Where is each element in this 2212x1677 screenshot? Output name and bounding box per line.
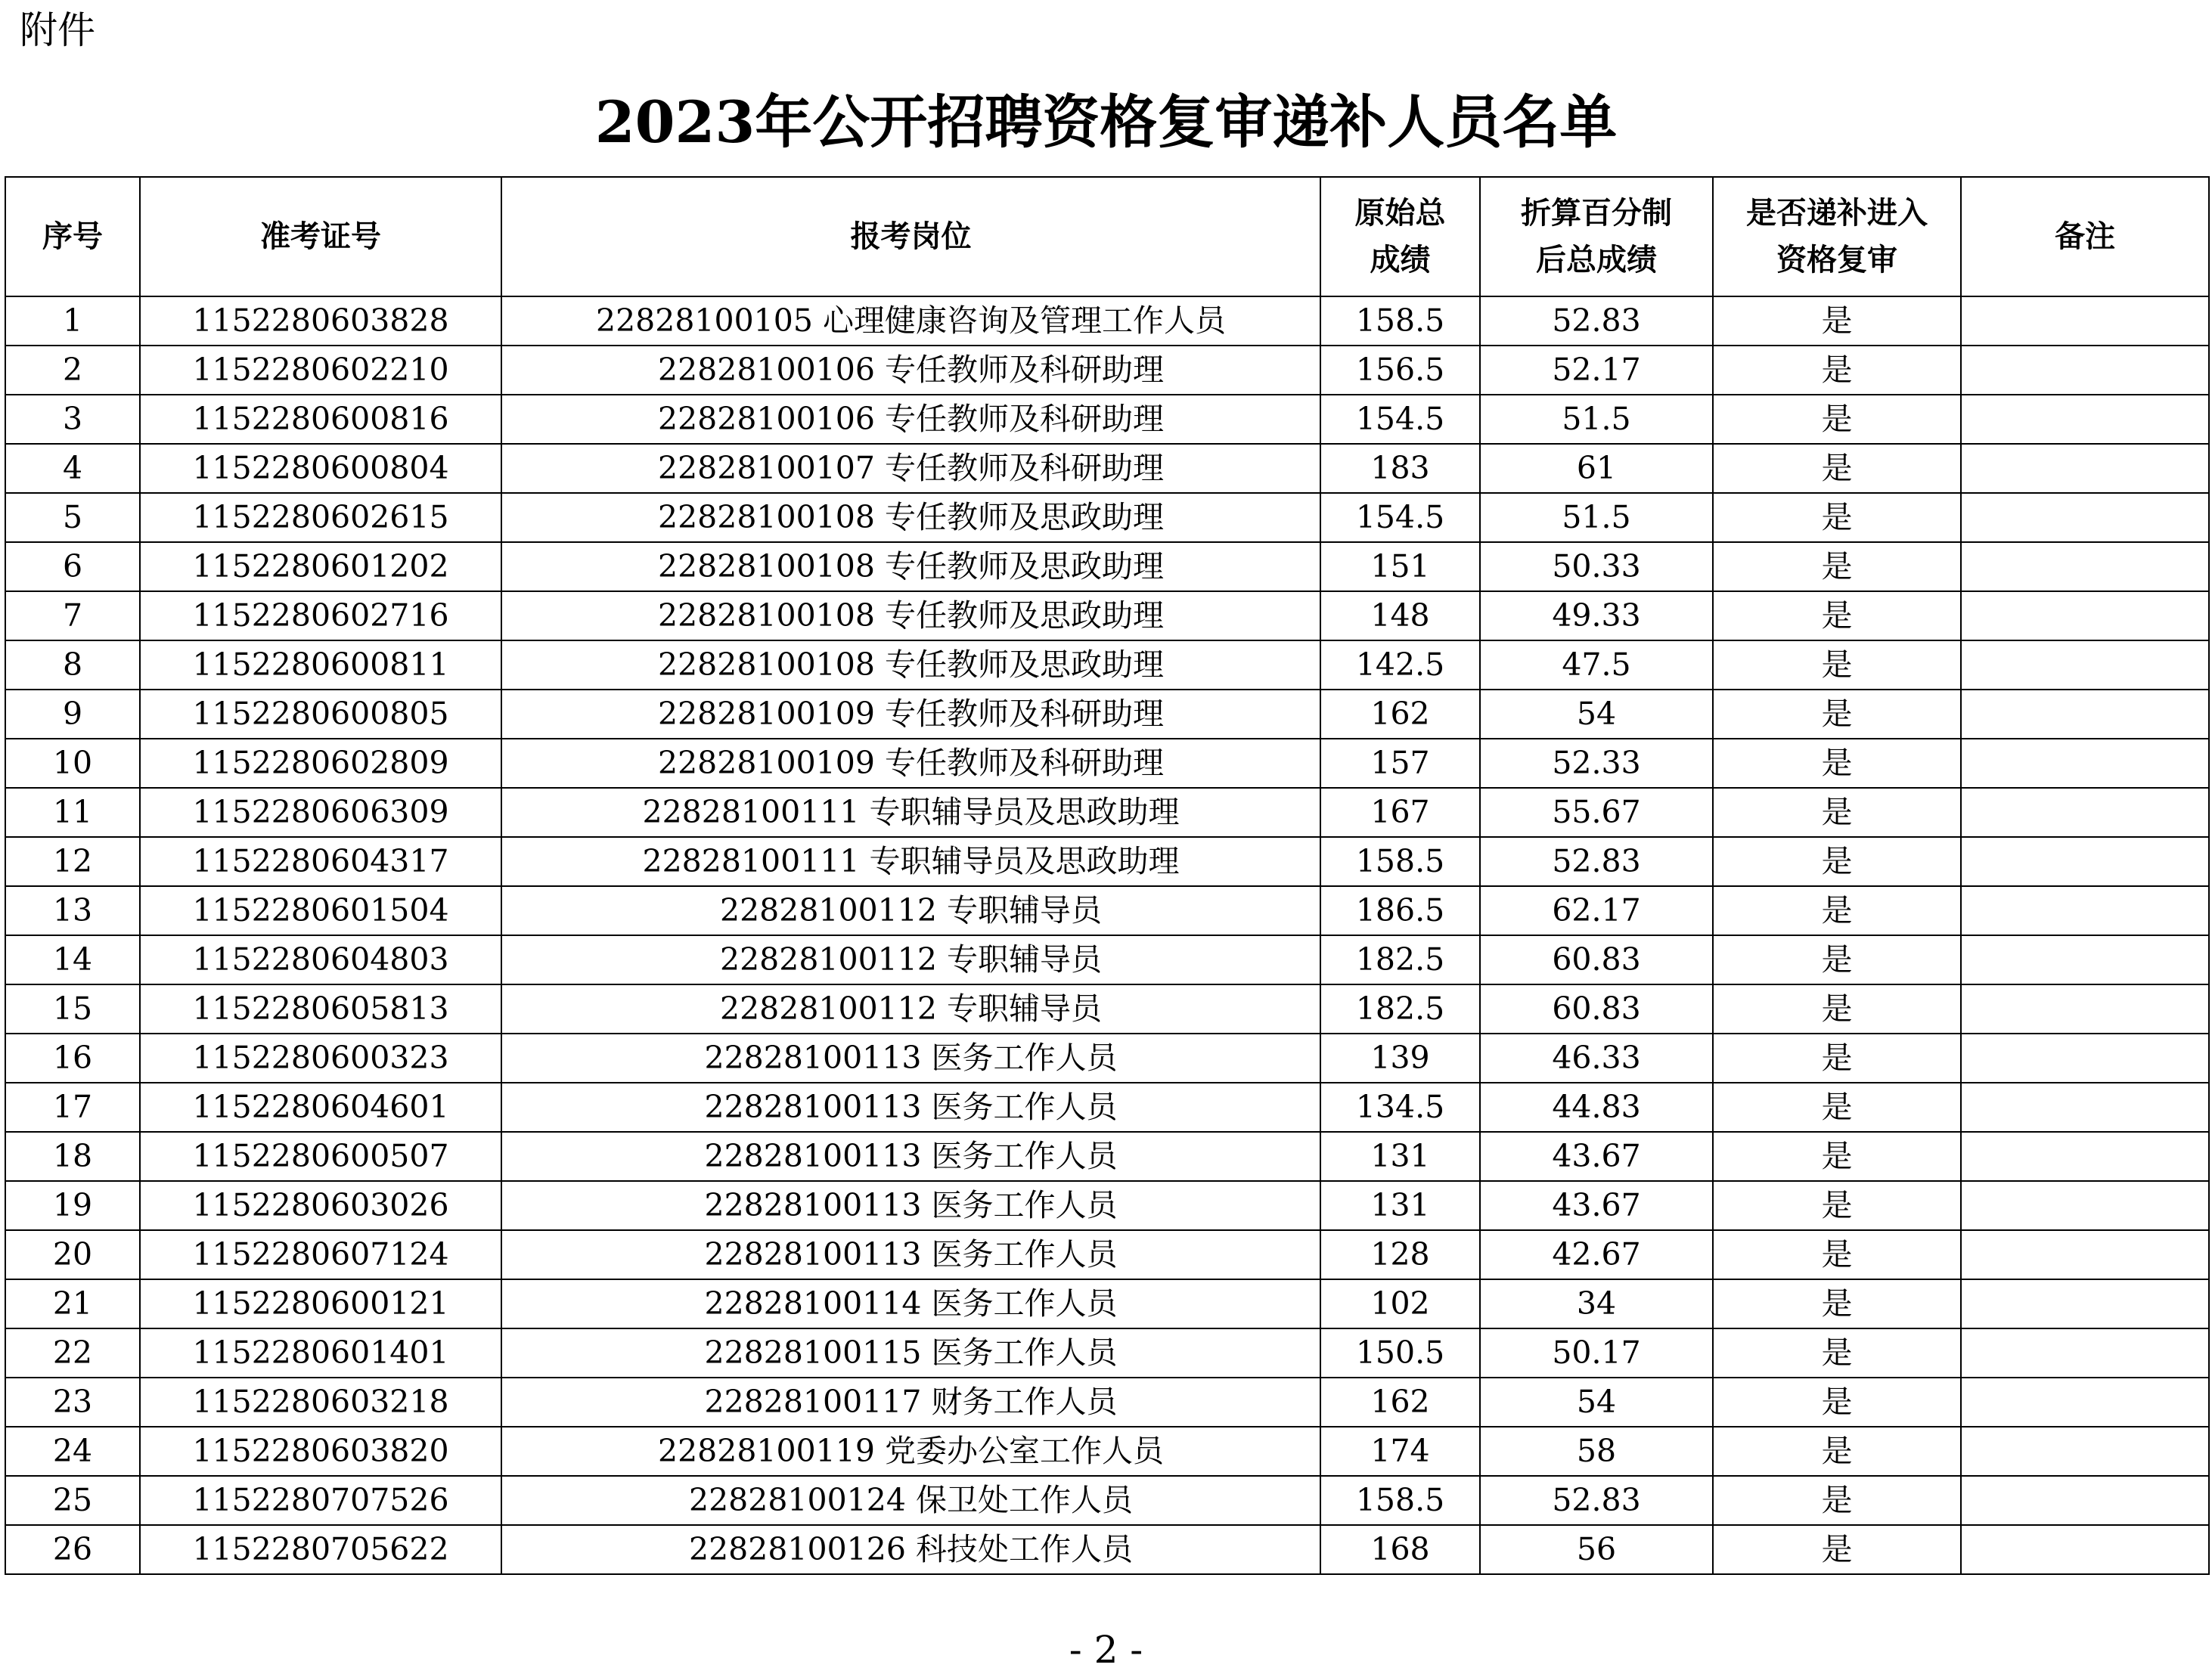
cell-raw-score: 167 [1320, 788, 1480, 837]
cell-exam-id: 1152280601202 [140, 542, 501, 591]
table-row [5, 395, 2209, 444]
cell-converted-score: 44.83 [1480, 1083, 1713, 1132]
cell-seq: 20 [5, 1230, 140, 1279]
cell-position: 22828100112 专职辅导员 [501, 886, 1320, 935]
cell-seq: 3 [5, 395, 140, 444]
cell-exam-id: 1152280606309 [140, 788, 501, 837]
cell-remark [1961, 1476, 2209, 1525]
cell-exam-id: 1152280601504 [140, 886, 501, 935]
table-row [5, 935, 2209, 984]
cell-remark [1961, 591, 2209, 640]
cell-converted-score: 46.33 [1480, 1034, 1713, 1083]
cell-exam-id: 1152280602809 [140, 739, 501, 788]
cell-seq: 19 [5, 1181, 140, 1230]
cell-remark [1961, 296, 2209, 346]
cell-qualified: 是 [1713, 493, 1961, 542]
cell-exam-id: 1152280705622 [140, 1525, 501, 1574]
cell-converted-score: 52.83 [1480, 837, 1713, 886]
cell-seq: 26 [5, 1525, 140, 1574]
table-row [5, 1427, 2209, 1476]
cell-seq: 8 [5, 640, 140, 690]
cell-seq: 14 [5, 935, 140, 984]
cell-remark [1961, 493, 2209, 542]
cell-remark [1961, 444, 2209, 493]
cell-exam-id: 1152280603828 [140, 296, 501, 346]
table-row [5, 1132, 2209, 1181]
cell-exam-id: 1152280603218 [140, 1378, 501, 1427]
header-raw-score [1320, 177, 1480, 296]
cell-position: 22828100113 医务工作人员 [501, 1181, 1320, 1230]
table-row [5, 542, 2209, 591]
header-converted-line1: 折算百分制 [1521, 196, 1672, 231]
cell-seq: 25 [5, 1476, 140, 1525]
cell-remark [1961, 690, 2209, 739]
cell-position: 22828100109 专任教师及科研助理 [501, 690, 1320, 739]
cell-qualified: 是 [1713, 591, 1961, 640]
cell-qualified: 是 [1713, 984, 1961, 1034]
table-row [5, 1476, 2209, 1525]
header-converted-line2: 后总成绩 [1536, 243, 1657, 277]
cell-exam-id: 1152280600805 [140, 690, 501, 739]
cell-seq: 24 [5, 1427, 140, 1476]
cell-raw-score: 142.5 [1320, 640, 1480, 690]
cell-remark [1961, 1083, 2209, 1132]
cell-qualified: 是 [1713, 886, 1961, 935]
cell-seq: 1 [5, 296, 140, 346]
cell-raw-score: 131 [1320, 1181, 1480, 1230]
cell-exam-id: 1152280602716 [140, 591, 501, 640]
cell-seq: 13 [5, 886, 140, 935]
cell-seq: 10 [5, 739, 140, 788]
cell-position: 22828100106 专任教师及科研助理 [501, 346, 1320, 395]
cell-converted-score: 55.67 [1480, 788, 1713, 837]
cell-seq: 6 [5, 542, 140, 591]
cell-raw-score: 158.5 [1320, 1476, 1480, 1525]
cell-exam-id: 1152280600323 [140, 1034, 501, 1083]
cell-raw-score: 128 [1320, 1230, 1480, 1279]
cell-remark [1961, 1279, 2209, 1328]
cell-exam-id: 1152280600121 [140, 1279, 501, 1328]
cell-exam-id: 1152280600507 [140, 1132, 501, 1181]
header-exam-id: 准考证号 [140, 177, 501, 296]
cell-exam-id: 1152280605813 [140, 984, 501, 1034]
header-position: 报考岗位 [501, 177, 1320, 296]
table-row [5, 1328, 2209, 1378]
cell-raw-score: 156.5 [1320, 346, 1480, 395]
table-body [5, 296, 2209, 1574]
cell-exam-id: 1152280602210 [140, 346, 501, 395]
cell-qualified: 是 [1713, 444, 1961, 493]
cell-seq: 22 [5, 1328, 140, 1378]
table-row [5, 1083, 2209, 1132]
cell-position: 22828100126 科技处工作人员 [501, 1525, 1320, 1574]
cell-seq: 5 [5, 493, 140, 542]
cell-position: 22828100112 专职辅导员 [501, 984, 1320, 1034]
table-row [5, 1181, 2209, 1230]
cell-raw-score: 102 [1320, 1279, 1480, 1328]
cell-exam-id: 1152280607124 [140, 1230, 501, 1279]
page-number: - 2 - [1069, 1628, 1143, 1672]
cell-remark [1961, 739, 2209, 788]
cell-position: 22828100113 医务工作人员 [501, 1230, 1320, 1279]
cell-qualified: 是 [1713, 1181, 1961, 1230]
cell-qualified: 是 [1713, 1476, 1961, 1525]
cell-raw-score: 162 [1320, 690, 1480, 739]
cell-converted-score: 60.83 [1480, 935, 1713, 984]
cell-qualified: 是 [1713, 1083, 1961, 1132]
header-remarks: 备注 [1961, 177, 2209, 296]
cell-exam-id: 1152280600804 [140, 444, 501, 493]
cell-raw-score: 174 [1320, 1427, 1480, 1476]
cell-remark [1961, 1181, 2209, 1230]
cell-remark [1961, 640, 2209, 690]
cell-qualified: 是 [1713, 1378, 1961, 1427]
cell-exam-id: 1152280604317 [140, 837, 501, 886]
cell-remark [1961, 1525, 2209, 1574]
cell-remark [1961, 837, 2209, 886]
cell-qualified: 是 [1713, 1230, 1961, 1279]
cell-qualified: 是 [1713, 837, 1961, 886]
header-raw-score-line2: 成绩 [1370, 243, 1431, 277]
cell-seq: 18 [5, 1132, 140, 1181]
cell-seq: 15 [5, 984, 140, 1034]
cell-remark [1961, 1378, 2209, 1427]
cell-converted-score: 49.33 [1480, 591, 1713, 640]
attachment-label: 附件 [20, 8, 95, 52]
table-row [5, 788, 2209, 837]
cell-seq: 2 [5, 346, 140, 395]
cell-remark [1961, 984, 2209, 1034]
cell-position: 22828100124 保卫处工作人员 [501, 1476, 1320, 1525]
cell-position: 22828100111 专职辅导员及思政助理 [501, 837, 1320, 886]
header-raw-score-line1: 原始总 [1354, 196, 1446, 231]
cell-raw-score: 154.5 [1320, 395, 1480, 444]
cell-converted-score: 58 [1480, 1427, 1713, 1476]
cell-position: 22828100108 专任教师及思政助理 [501, 542, 1320, 591]
cell-raw-score: 183 [1320, 444, 1480, 493]
cell-converted-score: 61 [1480, 444, 1713, 493]
table-row [5, 837, 2209, 886]
header-qualified-line2: 资格复审 [1776, 243, 1897, 277]
cell-qualified: 是 [1713, 1279, 1961, 1328]
cell-qualified: 是 [1713, 1034, 1961, 1083]
cell-converted-score: 43.67 [1480, 1181, 1713, 1230]
cell-position: 22828100113 医务工作人员 [501, 1083, 1320, 1132]
cell-qualified: 是 [1713, 739, 1961, 788]
cell-exam-id: 1152280601401 [140, 1328, 501, 1378]
cell-converted-score: 56 [1480, 1525, 1713, 1574]
cell-raw-score: 158.5 [1320, 837, 1480, 886]
cell-remark [1961, 1132, 2209, 1181]
cell-converted-score: 60.83 [1480, 984, 1713, 1034]
cell-position: 22828100113 医务工作人员 [501, 1034, 1320, 1083]
cell-exam-id: 1152280600811 [140, 640, 501, 690]
table-row [5, 444, 2209, 493]
cell-position: 22828100111 专职辅导员及思政助理 [501, 788, 1320, 837]
cell-raw-score: 139 [1320, 1034, 1480, 1083]
cell-converted-score: 52.33 [1480, 739, 1713, 788]
cell-exam-id: 1152280604601 [140, 1083, 501, 1132]
cell-position: 22828100114 医务工作人员 [501, 1279, 1320, 1328]
cell-remark [1961, 935, 2209, 984]
cell-qualified: 是 [1713, 395, 1961, 444]
cell-converted-score: 62.17 [1480, 886, 1713, 935]
cell-converted-score: 43.67 [1480, 1132, 1713, 1181]
table-row [5, 984, 2209, 1034]
cell-exam-id: 1152280602615 [140, 493, 501, 542]
cell-raw-score: 157 [1320, 739, 1480, 788]
cell-seq: 17 [5, 1083, 140, 1132]
cell-qualified: 是 [1713, 296, 1961, 346]
cell-converted-score: 42.67 [1480, 1230, 1713, 1279]
cell-raw-score: 182.5 [1320, 935, 1480, 984]
cell-position: 22828100115 医务工作人员 [501, 1328, 1320, 1378]
cell-seq: 12 [5, 837, 140, 886]
cell-qualified: 是 [1713, 935, 1961, 984]
table-row [5, 886, 2209, 935]
cell-remark [1961, 542, 2209, 591]
header-seq: 序号 [5, 177, 140, 296]
cell-remark [1961, 788, 2209, 837]
header-converted-score [1480, 177, 1713, 296]
cell-converted-score: 52.83 [1480, 1476, 1713, 1525]
cell-remark [1961, 346, 2209, 395]
cell-position: 22828100106 专任教师及科研助理 [501, 395, 1320, 444]
cell-position: 22828100112 专职辅导员 [501, 935, 1320, 984]
cell-qualified: 是 [1713, 690, 1961, 739]
table-row [5, 1034, 2209, 1083]
cell-remark [1961, 886, 2209, 935]
cell-position: 22828100117 财务工作人员 [501, 1378, 1320, 1427]
cell-converted-score: 34 [1480, 1279, 1713, 1328]
header-qualified [1713, 177, 1961, 296]
table-row [5, 346, 2209, 395]
cell-converted-score: 47.5 [1480, 640, 1713, 690]
cell-position: 22828100109 专任教师及科研助理 [501, 739, 1320, 788]
cell-qualified: 是 [1713, 1132, 1961, 1181]
cell-seq: 21 [5, 1279, 140, 1328]
table-row [5, 591, 2209, 640]
table-row [5, 1378, 2209, 1427]
cell-seq: 9 [5, 690, 140, 739]
cell-qualified: 是 [1713, 788, 1961, 837]
cell-raw-score: 186.5 [1320, 886, 1480, 935]
cell-converted-score: 50.17 [1480, 1328, 1713, 1378]
cell-converted-score: 50.33 [1480, 542, 1713, 591]
cell-remark [1961, 1230, 2209, 1279]
table-row [5, 690, 2209, 739]
cell-raw-score: 154.5 [1320, 493, 1480, 542]
cell-position: 22828100108 专任教师及思政助理 [501, 493, 1320, 542]
cell-converted-score: 52.83 [1480, 296, 1713, 346]
cell-raw-score: 150.5 [1320, 1328, 1480, 1378]
cell-seq: 11 [5, 788, 140, 837]
cell-qualified: 是 [1713, 1328, 1961, 1378]
cell-raw-score: 158.5 [1320, 296, 1480, 346]
table-header-row [5, 177, 2209, 296]
cell-converted-score: 51.5 [1480, 493, 1713, 542]
cell-exam-id: 1152280600816 [140, 395, 501, 444]
cell-seq: 16 [5, 1034, 140, 1083]
cell-qualified: 是 [1713, 346, 1961, 395]
cell-seq: 4 [5, 444, 140, 493]
cell-remark [1961, 1328, 2209, 1378]
cell-exam-id: 1152280603820 [140, 1427, 501, 1476]
cell-converted-score: 52.17 [1480, 346, 1713, 395]
cell-position: 22828100107 专任教师及科研助理 [501, 444, 1320, 493]
table-row [5, 1525, 2209, 1574]
cell-converted-score: 51.5 [1480, 395, 1713, 444]
cell-qualified: 是 [1713, 1525, 1961, 1574]
cell-seq: 7 [5, 591, 140, 640]
cell-exam-id: 1152280603026 [140, 1181, 501, 1230]
cell-exam-id: 1152280707526 [140, 1476, 501, 1525]
table-row [5, 739, 2209, 788]
table-row [5, 493, 2209, 542]
cell-raw-score: 168 [1320, 1525, 1480, 1574]
cell-raw-score: 182.5 [1320, 984, 1480, 1034]
cell-remark [1961, 1427, 2209, 1476]
cell-position: 22828100119 党委办公室工作人员 [501, 1427, 1320, 1476]
cell-raw-score: 134.5 [1320, 1083, 1480, 1132]
cell-qualified: 是 [1713, 1427, 1961, 1476]
cell-position: 22828100108 专任教师及思政助理 [501, 591, 1320, 640]
cell-raw-score: 131 [1320, 1132, 1480, 1181]
document-title: 2023年公开招聘资格复审递补人员名单 [594, 88, 1618, 156]
cell-exam-id: 1152280604803 [140, 935, 501, 984]
cell-raw-score: 151 [1320, 542, 1480, 591]
cell-converted-score: 54 [1480, 1378, 1713, 1427]
table-row [5, 296, 2209, 346]
cell-position: 22828100108 专任教师及思政助理 [501, 640, 1320, 690]
cell-seq: 23 [5, 1378, 140, 1427]
cell-position: 22828100105 心理健康咨询及管理工作人员 [501, 296, 1320, 346]
cell-converted-score: 54 [1480, 690, 1713, 739]
cell-qualified: 是 [1713, 542, 1961, 591]
header-qualified-line1: 是否递补进入 [1746, 196, 1928, 231]
cell-qualified: 是 [1713, 640, 1961, 690]
table-row [5, 1230, 2209, 1279]
table-row [5, 1279, 2209, 1328]
cell-raw-score: 162 [1320, 1378, 1480, 1427]
candidate-table [5, 176, 2210, 1575]
cell-remark [1961, 1034, 2209, 1083]
cell-position: 22828100113 医务工作人员 [501, 1132, 1320, 1181]
cell-raw-score: 148 [1320, 591, 1480, 640]
cell-remark [1961, 395, 2209, 444]
table-row [5, 640, 2209, 690]
